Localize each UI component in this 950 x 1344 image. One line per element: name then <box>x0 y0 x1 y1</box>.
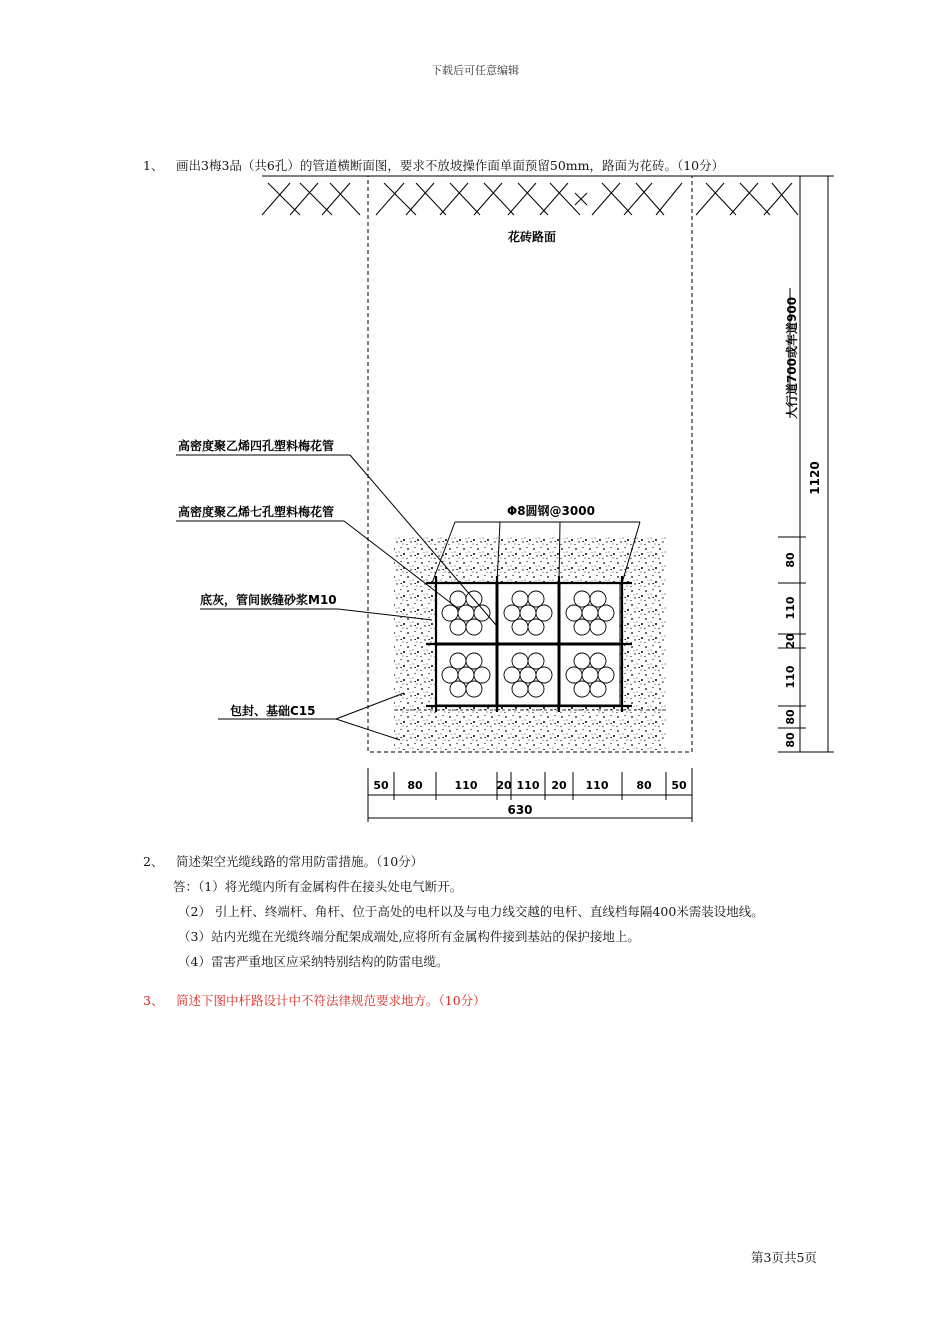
pipe-hole <box>574 681 590 697</box>
pipe-hole <box>590 681 606 697</box>
ground-hatch <box>262 176 800 215</box>
pipe-hole <box>528 681 544 697</box>
bottom-dimension-value: 80 <box>636 779 652 792</box>
bottom-dimension-value: 20 <box>551 779 567 792</box>
pipe-hole <box>574 619 590 635</box>
pipe-hole <box>528 591 544 607</box>
pipe-hole <box>582 667 598 683</box>
bottom-dimension-value: 110 <box>454 779 478 792</box>
answer-line-4: （4）雷害严重地区应采纳特别结构的防雷电缆。 <box>178 954 449 969</box>
page-footer: 第3页共5页 <box>751 1250 817 1265</box>
pipe-hole <box>466 619 482 635</box>
bottom-dimension-value: 50 <box>671 779 687 792</box>
answer-line-3: （3）站内光缆在光缆终端分配架成端处,应将所有金属构件接到基站的保护接地上。 <box>178 929 640 944</box>
pipe-hole <box>442 667 458 683</box>
question-2-number: 2、 <box>143 854 164 869</box>
pipe-hole <box>566 605 582 621</box>
pipe-hole <box>528 653 544 669</box>
mortar-label: 底灰，管间嵌缝砂浆M10 <box>200 593 337 607</box>
pipe-hole <box>590 653 606 669</box>
rebar-label: Φ8圆钢@3000 <box>507 504 595 518</box>
right-dimension-values <box>784 552 797 748</box>
bottom-dimension-value: 50 <box>373 779 389 792</box>
answer-line-1: 答：（1）将光缆内所有金属构件在接头处电气断开。 <box>173 879 463 894</box>
question-3-number: 3、 <box>143 993 164 1008</box>
pipe-hole <box>512 681 528 697</box>
right-dimension-value: 110 <box>784 665 797 689</box>
answer-line-2: （2） 引上杆、终端杆、角杆、位于高处的电杆以及与电力线交越的电杆、直线档每隔400米需装设地线。 <box>178 904 764 919</box>
four-hole-pipe-label: 高密度聚乙烯四孔塑料梅花管 <box>178 439 335 453</box>
bottom-dimension-value: 110 <box>516 779 540 792</box>
road-surface-label: 花砖路面 <box>508 230 557 244</box>
pipe-hole <box>466 681 482 697</box>
bottom-dimension-value: 20 <box>496 779 512 792</box>
bottom-dimension-value: 110 <box>585 779 609 792</box>
pipe-hole <box>598 605 614 621</box>
pipe-hole <box>450 653 466 669</box>
pipe-hole <box>474 667 490 683</box>
question-1-text: 画出3梅3品（共6孔）的管道横断面图，要求不放坡操作面单面预留50mm，路面为花砖。（10分） <box>176 158 725 173</box>
page-header: 下载后可任意编辑 <box>431 64 519 77</box>
pipe-hole <box>520 605 536 621</box>
pipe-hole <box>474 605 490 621</box>
pipe-hole <box>458 667 474 683</box>
pipe-hole <box>566 667 582 683</box>
concrete-label: 包封、基础C15 <box>230 704 316 718</box>
pipe-hole <box>574 653 590 669</box>
pipe-hole <box>450 681 466 697</box>
pipe-hole <box>598 667 614 683</box>
sidewalk-dimension: 人行道700或车道900 <box>785 296 799 420</box>
pipe-hole <box>512 591 528 607</box>
right-dimension-value: 80 <box>784 732 797 748</box>
pipe-hole <box>582 605 598 621</box>
pipe-hole <box>512 619 528 635</box>
pipe-hole <box>590 619 606 635</box>
pipe-hole <box>442 605 458 621</box>
bottom-dimension-values <box>373 779 687 792</box>
pipe-hole <box>536 667 552 683</box>
right-dimension-value: 80 <box>784 709 797 725</box>
question-3 <box>143 991 486 1009</box>
question-1-number: 1、 <box>143 158 164 173</box>
pipe-hole <box>512 653 528 669</box>
right-dimension-value: 80 <box>784 552 797 568</box>
pipe-hole <box>466 653 482 669</box>
depth-dimension: 1120 <box>808 461 822 495</box>
question-2-text: 简述架空光缆线路的常用防雷措施。（10分） <box>176 854 424 869</box>
question-2 <box>143 852 423 870</box>
total-width-dimension: 630 <box>507 803 533 817</box>
pipe-hole <box>536 605 552 621</box>
pipe-hole <box>528 619 544 635</box>
pipe-hole <box>504 605 520 621</box>
right-dimension-value: 20 <box>784 633 797 649</box>
pipe-hole <box>458 605 474 621</box>
seven-hole-pipe-label: 高密度聚乙烯七孔塑料梅花管 <box>178 505 335 519</box>
pipe-hole <box>590 591 606 607</box>
pipe-hole <box>450 619 466 635</box>
question-3-text: 简述下图中杆路设计中不符法律规范要求地方。（10分） <box>176 993 486 1008</box>
right-dimension-value: 110 <box>784 596 797 620</box>
pipe-hole <box>520 667 536 683</box>
pipe-hole <box>574 591 590 607</box>
pipe-hole <box>504 667 520 683</box>
bottom-dimension-value: 80 <box>407 779 423 792</box>
